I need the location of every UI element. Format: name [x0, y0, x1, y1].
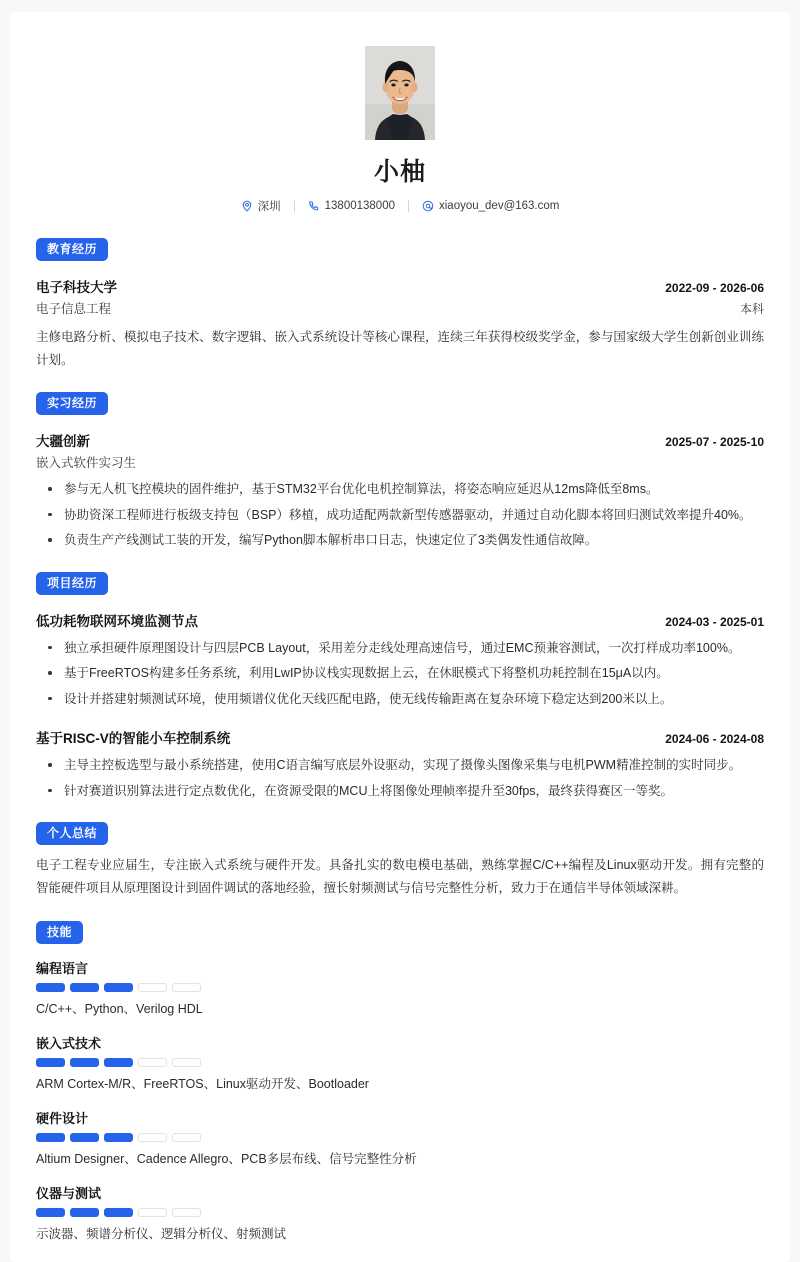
skill-segment [104, 1058, 133, 1067]
list-item: 设计并搭建射频测试环境，使用频谱仪优化天线匹配电路，使无线传输距离在复杂环境下稳定达到200米以上。 [36, 688, 764, 711]
skill-item [36, 958, 764, 1019]
project-date: 2024-03 - 2025-01 [665, 614, 764, 629]
project-name: 基于RISC-V的智能小车控制系统 [36, 731, 231, 747]
skill-segment [36, 1133, 65, 1142]
project-entry [36, 727, 764, 802]
section-badge-internship: 实习经历 [36, 392, 108, 415]
project-date: 2024-06 - 2024-08 [665, 732, 764, 747]
skill-segment [70, 1058, 99, 1067]
list-item: 负责生产产线测试工装的开发，编写Python脚本解析串口日志，快速定位了3类偶发性通信故障。 [36, 529, 764, 552]
skill-segment [70, 983, 99, 992]
skill-segment [138, 1133, 167, 1142]
education-entry [36, 276, 764, 372]
list-item: 独立承担硬件原理图设计与四层PCB Layout，采用差分走线处理高速信号，通过EMC预兼容测试，一次打样成功率100%。 [36, 637, 764, 660]
skill-segment [104, 1133, 133, 1142]
section-education [36, 238, 764, 372]
degree: 本科 [739, 302, 764, 316]
phone-icon [308, 200, 320, 212]
skill-segment [138, 983, 167, 992]
skill-segment [172, 1058, 201, 1067]
internship-bullets [36, 478, 764, 552]
entry-header [36, 430, 764, 450]
skill-segment [172, 983, 201, 992]
contact-email [409, 200, 572, 212]
list-item: 参与无人机飞控模块的固件维护，基于STM32平台优化电机控制算法，将姿态响应延迟从12ms降低至8ms。 [36, 478, 764, 501]
contact-location [228, 198, 294, 214]
skill-description: Altium Designer、Cadence Allegro、PCB多层布线、信号完整性分析 [36, 1151, 417, 1166]
project-name: 低功耗物联网环境监测节点 [36, 613, 198, 629]
education-date: 2022-09 - 2026-06 [665, 281, 764, 295]
skill-name: 编程语言 [36, 960, 89, 976]
skill-description: 示波器、频谱分析仪、逻辑分析仪、射频测试 [36, 1226, 287, 1241]
company-name: 大疆创新 [36, 434, 90, 450]
entry-header [36, 276, 764, 296]
skill-name: 仪器与测试 [36, 1185, 102, 1201]
summary-paragraph: 电子工程专业应届生，专注嵌入式系统与硬件开发。具备扎实的数电模电基础，熟练掌握C/C++编程及Linux驱动开发。拥有完整的智能硬件项目从原理图设计到固件调试的落地经验，擅长射频测试与信号完整性分析，致力于在通信半导体领域深耕。 [36, 858, 764, 896]
skill-segment [138, 1208, 167, 1217]
skill-level-bars [36, 1208, 764, 1217]
list-item: 基于FreeRTOS构建多任务系统，利用LwIP协议栈实现数据上云，在休眠模式下将整机功耗控制在15μA以内。 [36, 662, 764, 685]
resume-header [36, 46, 764, 218]
project-entry [36, 610, 764, 711]
section-badge-education: 教育经历 [36, 238, 108, 261]
skill-segment [36, 1208, 65, 1217]
entry-header [36, 610, 764, 630]
skill-description: ARM Cortex-M/R、FreeRTOS、Linux驱动开发、Bootloader [36, 1076, 369, 1091]
section-badge-projects: 项目经历 [36, 572, 108, 595]
skill-segment [104, 983, 133, 992]
contact-row [36, 198, 764, 214]
section-internship [36, 392, 764, 552]
skill-segment [172, 1208, 201, 1217]
internship-entry [36, 430, 764, 552]
location-pin-icon [241, 200, 253, 212]
section-summary [36, 822, 764, 900]
skill-segment [36, 1058, 65, 1067]
skill-name: 嵌入式技术 [36, 1035, 102, 1051]
internship-date: 2025-07 - 2025-10 [665, 435, 764, 450]
entry-header [36, 727, 764, 747]
project-bullets [36, 754, 764, 802]
skill-segment [70, 1133, 99, 1142]
list-item: 针对赛道识别算法进行定点数优化，在资源受限的MCU上将图像处理帧率提升至30fps，最终获得赛区一等奖。 [36, 780, 764, 803]
skill-segment [36, 983, 65, 992]
contact-email-value: xiaoyou_dev@163.com [439, 200, 560, 212]
skill-item [36, 1183, 764, 1244]
job-title: 嵌入式软件实习生 [36, 456, 137, 471]
resume-card [10, 12, 790, 1262]
entry-subheader [36, 453, 764, 471]
avatar [365, 46, 435, 140]
entry-subheader [36, 299, 764, 317]
section-skills [36, 921, 764, 1244]
contact-location-value: 深圳 [257, 201, 281, 213]
full-name: 小柚 [373, 158, 426, 186]
education-description: 主修电路分析、模拟电子技术、数字逻辑、嵌入式系统设计等核心课程，连续三年获得校级奖学金，参与国家级大学生创新创业训练计划。 [36, 330, 764, 368]
section-projects [36, 572, 764, 803]
section-badge-skills: 技能 [36, 921, 83, 944]
email-at-icon [422, 200, 434, 212]
skill-segment [70, 1208, 99, 1217]
project-bullets [36, 637, 764, 711]
skill-item [36, 1108, 764, 1169]
list-item: 主导主控板选型与最小系统搭建，使用C语言编写底层外设驱动，实现了摄像头图像采集与电机PWM精准控制的实时同步。 [36, 754, 764, 777]
school-name: 电子科技大学 [36, 280, 117, 295]
major: 电子信息工程 [36, 302, 112, 316]
skill-segment [104, 1208, 133, 1217]
skill-level-bars [36, 1058, 764, 1067]
skill-level-bars [36, 1133, 764, 1142]
list-item: 协助资深工程师进行板级支持包（BSP）移植，成功适配两款新型传感器驱动，并通过自动化脚本将回归测试效率提升40%。 [36, 504, 764, 527]
skill-level-bars [36, 983, 764, 992]
contact-phone-value: 13800138000 [324, 200, 395, 212]
skill-segment [138, 1058, 167, 1067]
contact-phone [295, 200, 408, 212]
section-badge-summary: 个人总结 [36, 822, 108, 845]
skill-description: C/C++、Python、Verilog HDL [36, 1001, 203, 1016]
skill-segment [172, 1133, 201, 1142]
skill-name: 硬件设计 [36, 1110, 89, 1126]
skill-item [36, 1033, 764, 1094]
